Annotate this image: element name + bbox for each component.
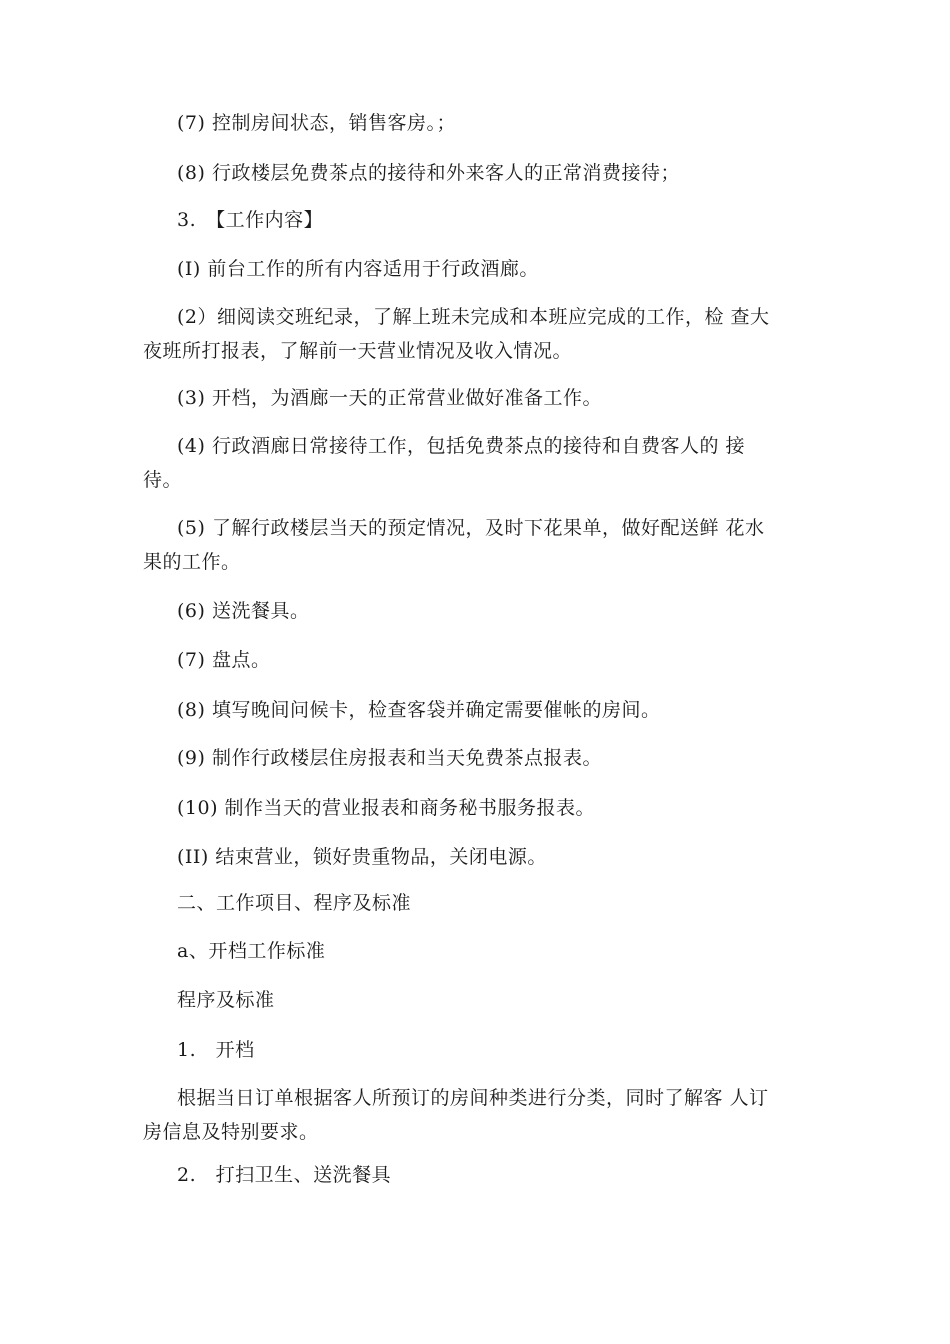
text-line: (4) 行政酒廊日常接待工作，包括免费茶点的接待和自费客人的 接 bbox=[177, 435, 745, 457]
section-heading: 3. 【工作内容】 bbox=[177, 209, 324, 231]
text-line: (5) 了解行政楼层当天的预定情况，及时下花果单，做好配送鲜 花水 bbox=[177, 517, 765, 539]
text-line: (7) 控制房间状态，销售客房。； bbox=[177, 112, 456, 134]
text-line: (8) 行政楼层免费茶点的接待和外来客人的正常消费接待； bbox=[177, 162, 680, 184]
text-line: 程序及标准 bbox=[177, 989, 275, 1011]
text-line: (I) 前台工作的所有内容适用于行政酒廊。 bbox=[177, 258, 539, 280]
text-line: 果的工作。 bbox=[143, 551, 241, 573]
text-line: 待。 bbox=[143, 469, 183, 491]
subsection-heading: a、开档工作标准 bbox=[177, 940, 326, 962]
text-line: (10) 制作当天的营业报表和商务秘书服务报表。 bbox=[177, 797, 596, 819]
text-line: (2）细阅读交班纪录，了解上班未完成和本班应完成的工作，检 查大 bbox=[177, 306, 770, 328]
text-line: (7) 盘点。 bbox=[177, 649, 271, 671]
text-line: 根据当日订单根据客人所预订的房间种类进行分类，同时了解客 人订 bbox=[177, 1087, 769, 1109]
section-heading: 二、工作项目、程序及标准 bbox=[177, 892, 412, 914]
text-line: (6) 送洗餐具。 bbox=[177, 600, 310, 622]
text-line: (II) 结束营业，锁好贵重物品，关闭电源。 bbox=[177, 846, 547, 868]
text-line: 房信息及特别要求。 bbox=[143, 1121, 319, 1143]
text-line: (9) 制作行政楼层住房报表和当天免费茶点报表。 bbox=[177, 747, 602, 769]
numbered-heading: 1. 开档 bbox=[177, 1039, 255, 1061]
text-line: (3) 开档，为酒廊一天的正常营业做好准备工作。 bbox=[177, 387, 602, 409]
numbered-heading: 2. 打扫卫生、送洗餐具 bbox=[177, 1164, 392, 1186]
text-line: (8) 填写晚间问候卡，检查客袋并确定需要催帐的房间。 bbox=[177, 699, 661, 721]
text-line: 夜班所打报表，了解前一天营业情况及收入情况。 bbox=[143, 340, 573, 362]
